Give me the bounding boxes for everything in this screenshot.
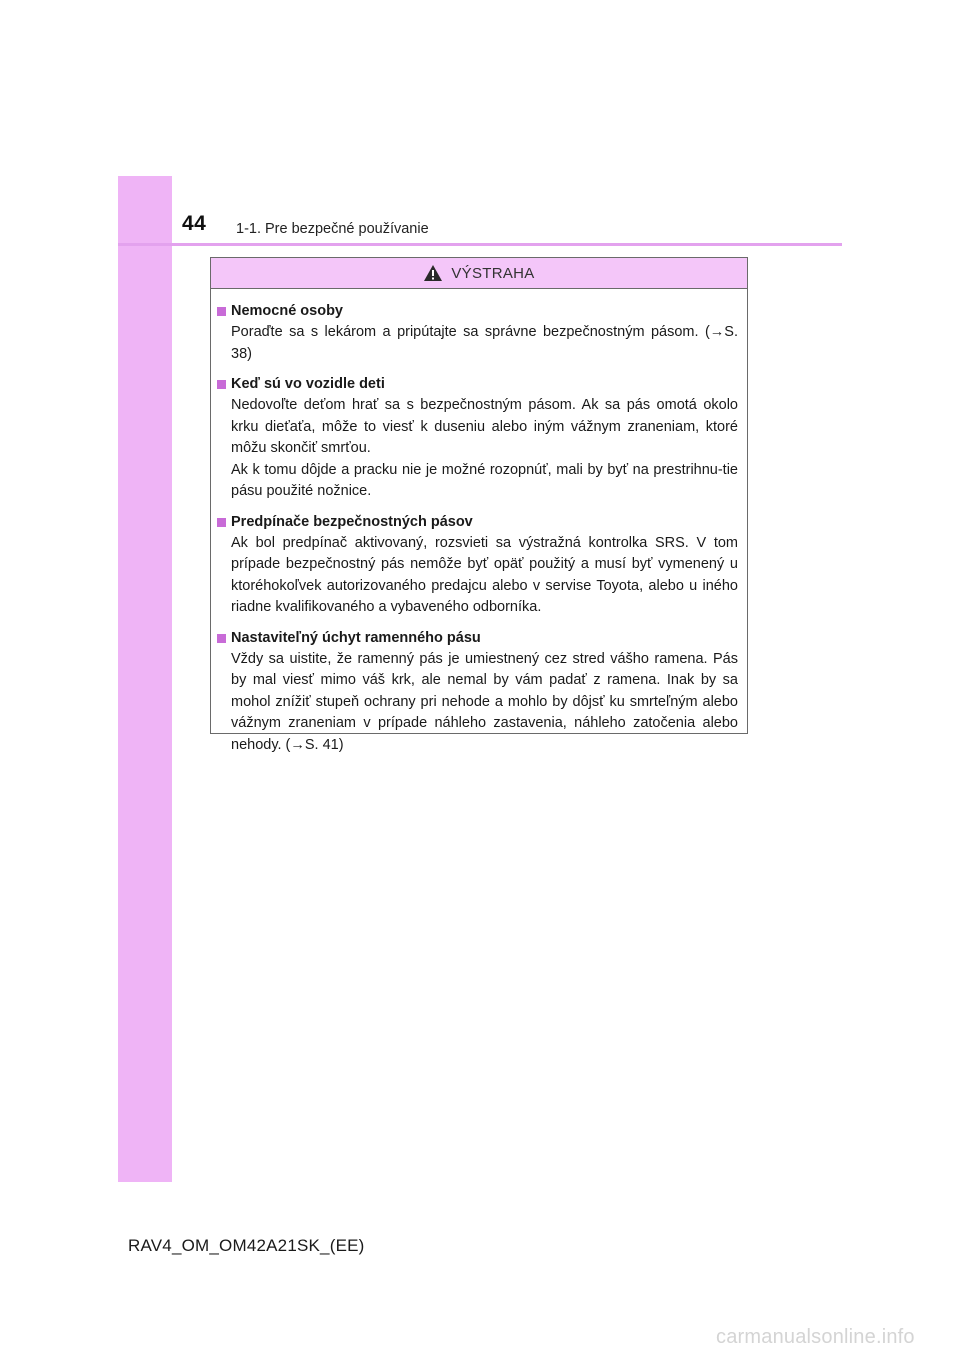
- warning-item-shoulder-anchor: [217, 628, 738, 757]
- warning-title: VÝSTRAHA: [451, 264, 535, 282]
- document-code: RAV4_OM_OM42A21SK_(EE): [128, 1236, 365, 1255]
- item-paragraph: Ak k tomu dôjde a pracku nie je možné rozopnúť, mali by byť na prestrihnu-tie pásu použité nožnice.: [231, 461, 738, 499]
- page-number: 44: [182, 212, 207, 235]
- square-bullet-icon: [217, 518, 226, 527]
- square-bullet-icon: [217, 380, 226, 389]
- item-paragraph: Vždy sa uistite, že ramenný pás je umiestnený cez stred vášho ramena. Pás by mal viesť mimo váš krk, ale nemal by vám padať z ramena. Inak by sa mohol znížiť stupeň ochrany pri nehode a mohlo by dôjsť ku smrteľným alebo vážnym zraneniam v prípade náhleho zastavenia, náhleho zatočenia alebo nehody. (→S. 41): [231, 650, 738, 753]
- warning-body: [211, 289, 747, 756]
- header-rule: [118, 243, 842, 246]
- item-heading: Predpínače bezpečnostných pásov: [231, 513, 473, 530]
- warning-item-pretensioners: [217, 512, 738, 619]
- item-paragraph: Ak bol predpínač aktivovaný, rozsvieti sa výstražná kontrolka SRS. V tom prípade bezpečnostný pás nemôže byť opäť použitý a musí byť vymenený u ktoréhokoľvek autorizovaného predajcu alebo v servise Toyota, alebo u iného riadne kvalifikovaného a vybaveného odborníka.: [231, 534, 738, 615]
- side-color-strip: [118, 176, 172, 1182]
- item-heading: Nastaviteľný úchyt ramenného pásu: [231, 629, 481, 646]
- square-bullet-icon: [217, 634, 226, 643]
- item-heading: Keď sú vo vozidle deti: [231, 376, 385, 392]
- watermark-text: carmanualsonline.info: [716, 1326, 915, 1348]
- warning-triangle-icon: [423, 264, 443, 282]
- warning-item-children: [217, 374, 738, 503]
- square-bullet-icon: [217, 307, 226, 316]
- item-paragraph: Nedovoľte deťom hrať sa s bezpečnostným pásom. Ak sa pás omotá okolo krku dieťaťa, môže to viesť k duseniu alebo iným vážnym zraneniam, ktoré môžu skončiť smrťou.: [231, 397, 738, 456]
- item-heading: Nemocné osoby: [231, 303, 343, 319]
- warning-box: [210, 257, 748, 753]
- warning-header: [211, 258, 747, 289]
- item-paragraph: Poraďte sa s lekárom a pripútajte sa správne bezpečnostným pásom. (→S. 38): [231, 324, 738, 362]
- section-title: 1-1. Pre bezpečné používanie: [236, 221, 429, 237]
- warning-item-sick-persons: [217, 301, 738, 365]
